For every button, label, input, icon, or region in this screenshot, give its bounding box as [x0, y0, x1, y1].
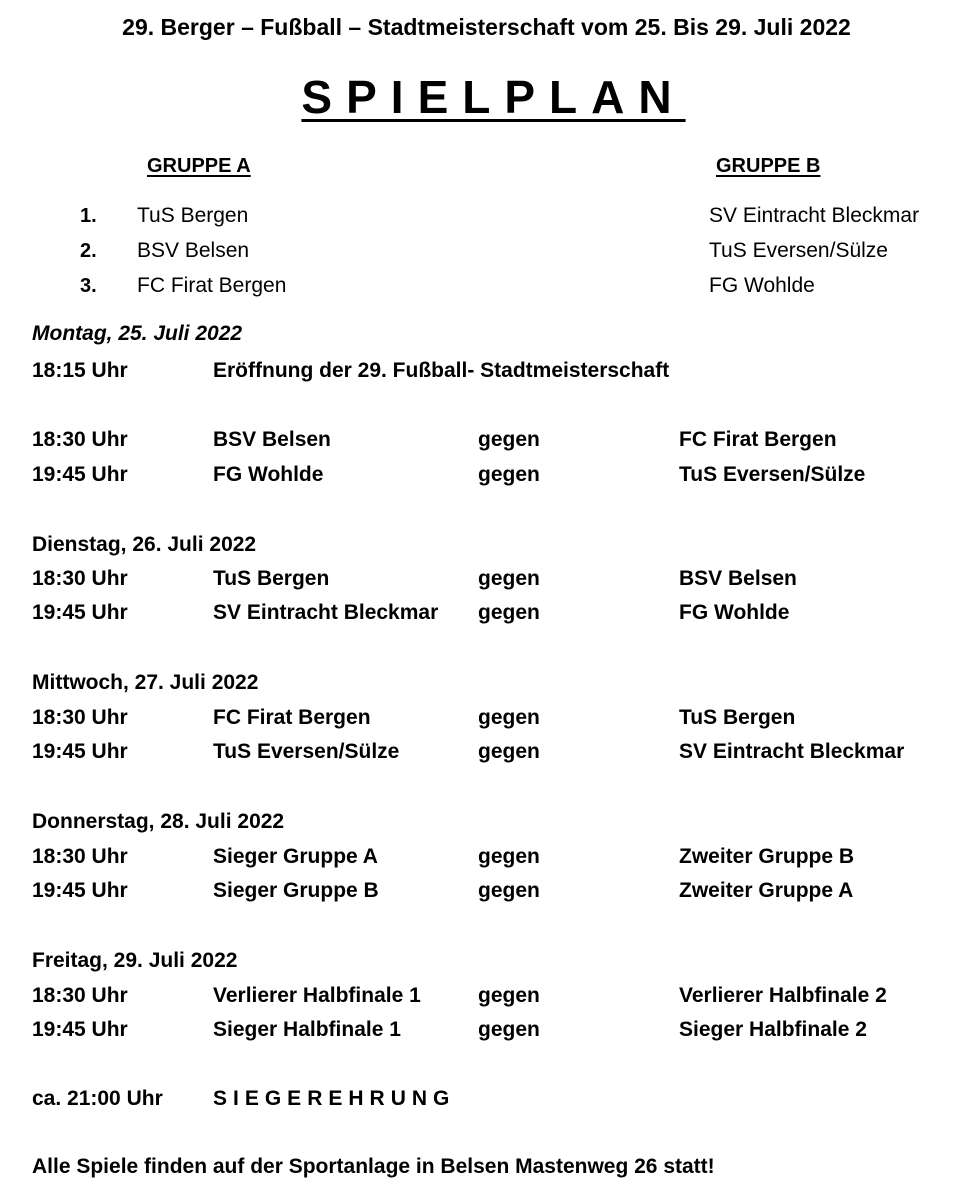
match-time: 19:45 Uhr — [32, 1018, 128, 1041]
match-home-team: FC Firat Bergen — [213, 706, 371, 729]
match-home-team: Sieger Gruppe B — [213, 879, 379, 902]
day-label-tuesday: Dienstag, 26. Juli 2022 — [32, 533, 257, 556]
match-time: 18:30 Uhr — [32, 984, 128, 1007]
match-versus: gegen — [478, 428, 540, 451]
day-label-wednesday: Mittwoch, 27. Juli 2022 — [32, 671, 259, 694]
document-heading: 29. Berger – Fußball – Stadtmeisterschaft vom 25. Bis 29. Juli 2022 — [122, 14, 851, 40]
match-versus: gegen — [478, 879, 540, 902]
match-versus: gegen — [478, 706, 540, 729]
match-time: 18:30 Uhr — [32, 567, 128, 590]
group-a-team-2: BSV Belsen — [137, 239, 250, 262]
match-home-team: Verlierer Halbfinale 1 — [213, 984, 421, 1007]
match-away-team: BSV Belsen — [679, 567, 797, 590]
match-away-team: Zweiter Gruppe B — [679, 845, 855, 868]
match-home-team: TuS Eversen/Sülze — [213, 740, 400, 763]
match-time: 18:30 Uhr — [32, 428, 128, 451]
match-away-team: Sieger Halbfinale 2 — [679, 1018, 867, 1041]
day-label-friday: Freitag, 29. Juli 2022 — [32, 949, 238, 972]
match-time: 19:45 Uhr — [32, 601, 128, 624]
opening-text: Eröffnung der 29. Fußball- Stadtmeisterschaft — [213, 359, 670, 382]
match-versus: gegen — [478, 984, 540, 1007]
match-home-team: SV Eintracht Bleckmar — [213, 601, 439, 624]
match-away-team: TuS Eversen/Sülze — [679, 463, 866, 486]
match-time: 18:30 Uhr — [32, 706, 128, 729]
match-versus: gegen — [478, 845, 540, 868]
group-rank-1: 1. — [80, 205, 97, 227]
match-home-team: Sieger Halbfinale 1 — [213, 1018, 401, 1041]
group-b-team-3: FG Wohlde — [709, 274, 815, 297]
match-time: 19:45 Uhr — [32, 463, 128, 486]
day-label-monday: Montag, 25. Juli 2022 — [32, 322, 243, 345]
venue-note: Alle Spiele finden auf der Sportanlage in Belsen Mastenweg 26 statt! — [32, 1155, 715, 1178]
match-time: 19:45 Uhr — [32, 879, 128, 902]
ceremony-time: ca. 21:00 Uhr — [32, 1087, 163, 1110]
group-rank-3: 3. — [80, 275, 97, 297]
match-away-team: Zweiter Gruppe A — [679, 879, 854, 902]
match-versus: gegen — [478, 567, 540, 590]
group-a-team-3: FC Firat Bergen — [137, 274, 287, 297]
match-away-team: FC Firat Bergen — [679, 428, 837, 451]
match-away-team: SV Eintracht Bleckmar — [679, 740, 905, 763]
group-b-team-2: TuS Eversen/Sülze — [709, 239, 888, 262]
group-b-team-1: SV Eintracht Bleckmar — [709, 204, 920, 227]
group-rank-2: 2. — [80, 240, 97, 262]
match-home-team: Sieger Gruppe A — [213, 845, 378, 868]
match-away-team: Verlierer Halbfinale 2 — [679, 984, 887, 1007]
group-a-title: GRUPPE A — [147, 155, 251, 177]
page-title — [0, 70, 973, 124]
page-title-text: SPIELPLAN — [301, 71, 686, 123]
match-home-team: BSV Belsen — [213, 428, 331, 451]
match-home-team: TuS Bergen — [213, 567, 330, 590]
group-b-title: GRUPPE B — [716, 155, 821, 177]
match-home-team: FG Wohlde — [213, 463, 324, 486]
opening-time: 18:15 Uhr — [32, 359, 128, 382]
match-versus: gegen — [478, 740, 540, 763]
match-versus: gegen — [478, 1018, 540, 1041]
ceremony-text: SIEGEREHRUNG — [213, 1087, 456, 1110]
match-versus: gegen — [478, 601, 540, 624]
match-away-team: FG Wohlde — [679, 601, 790, 624]
match-time: 18:30 Uhr — [32, 845, 128, 868]
match-versus: gegen — [478, 463, 540, 486]
group-a-team-1: TuS Bergen — [137, 204, 249, 227]
day-label-thursday: Donnerstag, 28. Juli 2022 — [32, 810, 285, 833]
match-away-team: TuS Bergen — [679, 706, 796, 729]
match-time: 19:45 Uhr — [32, 740, 128, 763]
